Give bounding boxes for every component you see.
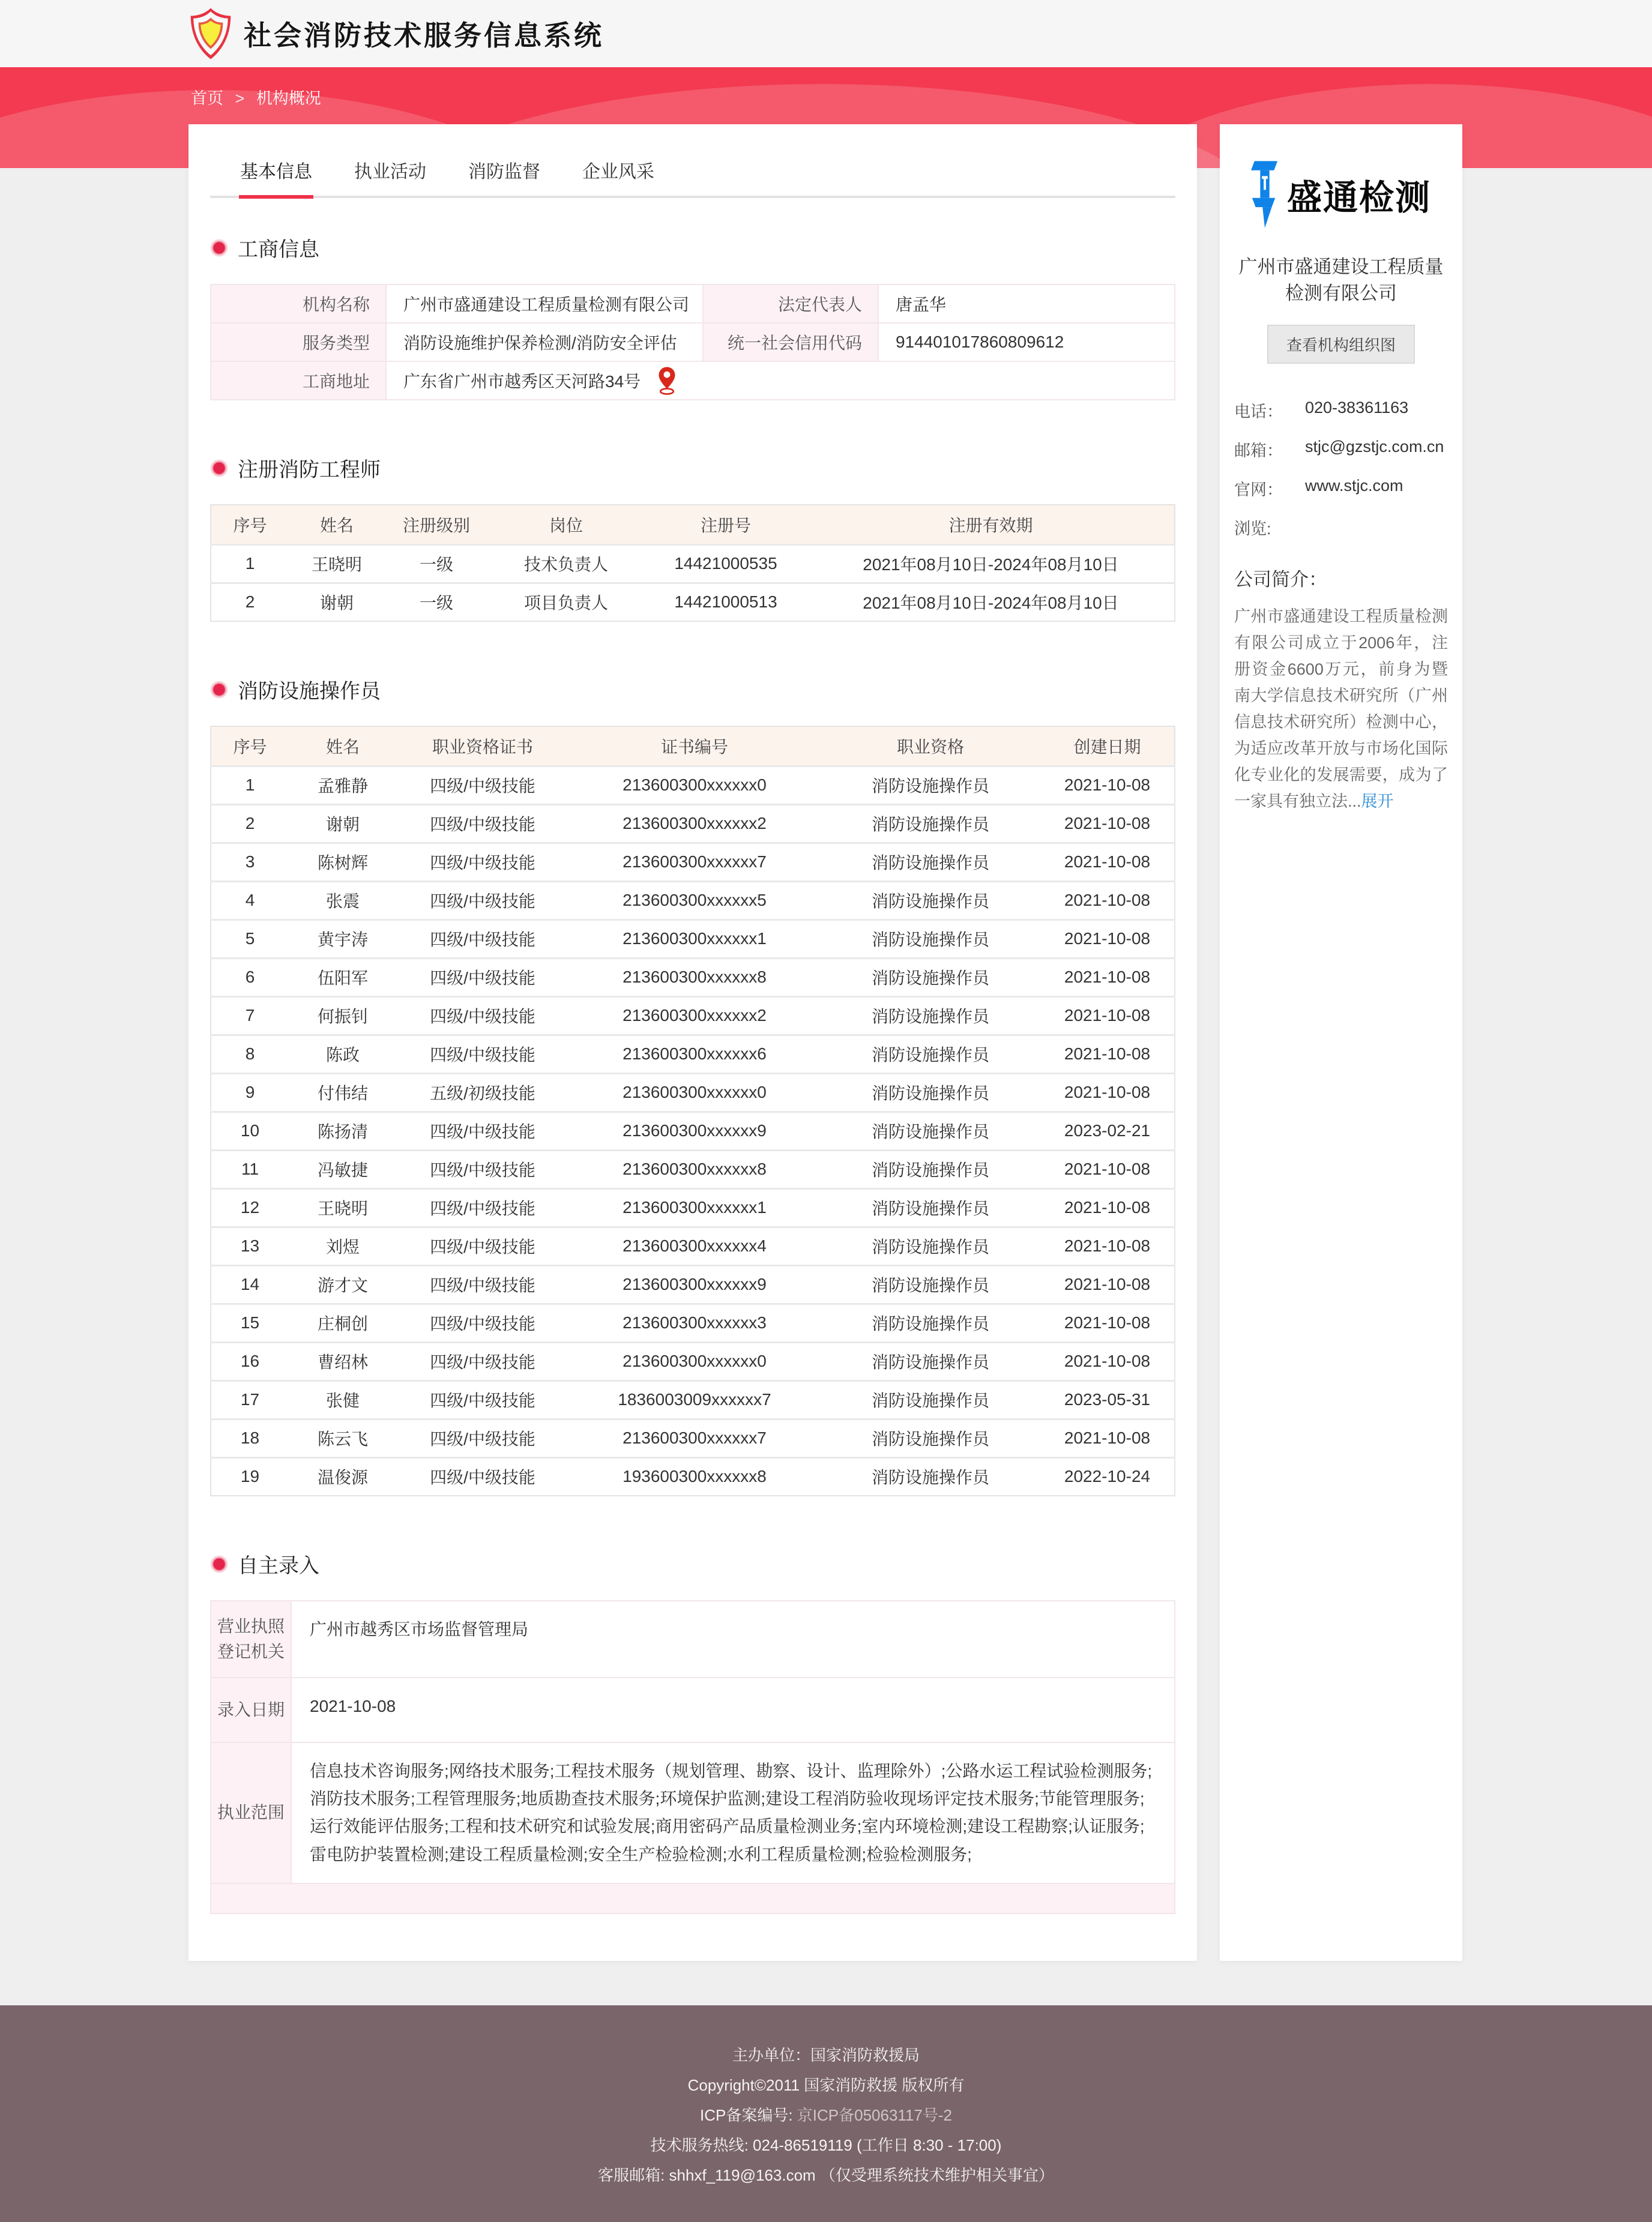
table-cell: 曹绍林 bbox=[289, 1342, 397, 1380]
table-cell: 何振钊 bbox=[289, 996, 397, 1035]
table-cell: 消防设施操作员 bbox=[821, 1035, 1040, 1073]
table-cell: 四级/中级技能 bbox=[397, 1150, 568, 1188]
table-cell: 2021-10-08 bbox=[1040, 1227, 1175, 1265]
service-type-label: 服务类型 bbox=[211, 323, 386, 361]
footer-copyright: Copyright©2011 国家消防救援 版权所有 bbox=[687, 2076, 965, 2094]
table-cell: 213600300xxxxxx0 bbox=[568, 766, 821, 804]
tab-bar bbox=[210, 148, 1175, 198]
table-row bbox=[211, 958, 1175, 996]
table-cell: 消防设施操作员 bbox=[821, 1073, 1040, 1112]
phone-value: 020-38361163 bbox=[1305, 399, 1409, 417]
legal-rep-value: 唐孟华 bbox=[878, 285, 1175, 323]
table-row bbox=[211, 361, 1175, 400]
table-cell: 2021-10-08 bbox=[1040, 766, 1175, 804]
operators-table bbox=[210, 726, 1175, 1496]
table-header-row bbox=[211, 505, 1175, 544]
table-cell: 4 bbox=[211, 881, 289, 920]
table-cell: 消防设施操作员 bbox=[821, 1150, 1040, 1188]
table-cell: 四级/中级技能 bbox=[397, 1227, 568, 1265]
table-row bbox=[211, 323, 1175, 361]
tab-company-showcase[interactable]: 企业风采 bbox=[581, 148, 656, 199]
table-cell: 2021-10-08 bbox=[1040, 881, 1175, 920]
col-header: 岗位 bbox=[488, 505, 644, 544]
contact-list bbox=[1234, 399, 1448, 539]
table-cell: 四级/中级技能 bbox=[397, 1112, 568, 1150]
license-authority-label: 营业执照登记机关 bbox=[211, 1601, 291, 1678]
shengtong-logo-icon bbox=[1251, 159, 1279, 230]
table-cell: 付伟结 bbox=[289, 1073, 397, 1112]
table-cell: 213600300xxxxxx9 bbox=[568, 1112, 821, 1150]
table-cell: 2021-10-08 bbox=[1040, 920, 1175, 958]
table-cell: 213600300xxxxxx2 bbox=[568, 996, 821, 1035]
section-dot-icon bbox=[210, 459, 228, 477]
table-row bbox=[211, 996, 1175, 1035]
table-cell: 消防设施操作员 bbox=[821, 804, 1040, 843]
section-title-text: 自主录入 bbox=[238, 1555, 319, 1577]
table-cell: 消防设施操作员 bbox=[821, 766, 1040, 804]
table-cell: 消防设施操作员 bbox=[821, 1112, 1040, 1150]
email-label: 邮箱： bbox=[1234, 442, 1283, 460]
business-info-table bbox=[210, 284, 1175, 400]
table-cell: 2021-10-08 bbox=[1040, 1188, 1175, 1227]
table-cell: 消防设施操作员 bbox=[871, 1468, 989, 1487]
company-logo-text: 盛通检测 bbox=[1286, 178, 1431, 217]
tab-basic-info[interactable]: 基本信息 bbox=[239, 148, 313, 199]
breadcrumb bbox=[0, 67, 1652, 109]
table-row bbox=[211, 1188, 1175, 1227]
section-title-self-entry bbox=[210, 1549, 1175, 1579]
main-card bbox=[188, 124, 1197, 1961]
table-cell: 消防设施操作员 bbox=[821, 1188, 1040, 1227]
table-cell: 2021-10-08 bbox=[1040, 996, 1175, 1035]
table-row bbox=[211, 1342, 1175, 1380]
table-row bbox=[211, 1742, 1175, 1883]
table-row bbox=[211, 1601, 1175, 1678]
table-cell: 四级/中级技能 bbox=[397, 1342, 568, 1380]
table-cell: 冯敏捷 bbox=[289, 1150, 397, 1188]
table-cell: 消防设施操作员 bbox=[821, 996, 1040, 1035]
table-cell: 7 bbox=[211, 996, 289, 1035]
table-cell: 2023-02-21 bbox=[1040, 1112, 1175, 1150]
table-cell: 陈政 bbox=[289, 1035, 397, 1073]
table-cell: 6 bbox=[211, 958, 289, 996]
footer-service-email: 客服邮箱: shhxf_119@163.com （仅受理系统技术维护相关事宜） bbox=[598, 2166, 1054, 2184]
table-cell: 陈树辉 bbox=[289, 843, 397, 881]
table-cell: 一级 bbox=[419, 594, 453, 613]
section-registered-engineers bbox=[210, 453, 1175, 622]
table-cell: 14421000513 bbox=[674, 592, 777, 612]
section-title-business bbox=[210, 233, 1175, 262]
table-cell: 消防设施操作员 bbox=[821, 1227, 1040, 1265]
table-cell: 消防设施操作员 bbox=[821, 1342, 1040, 1380]
legal-rep-label: 法定代表人 bbox=[703, 285, 878, 323]
table-cell: 1 bbox=[211, 766, 289, 804]
table-cell: 四级/中级技能 bbox=[397, 881, 568, 920]
table-cell: 9 bbox=[211, 1073, 289, 1112]
company-intro-title: 公司简介： bbox=[1234, 569, 1327, 590]
company-logo bbox=[1234, 159, 1448, 230]
table-cell: 刘煜 bbox=[289, 1227, 397, 1265]
table-row bbox=[211, 1883, 1175, 1913]
table-row bbox=[211, 285, 1175, 323]
table-cell: 213600300xxxxxx0 bbox=[568, 1073, 821, 1112]
breadcrumb-current: 机构概况 bbox=[256, 89, 321, 107]
phone-label: 电话： bbox=[1234, 403, 1283, 421]
tab-fire-supervision[interactable]: 消防监督 bbox=[467, 148, 541, 199]
table-row bbox=[211, 1419, 1175, 1457]
table-cell: 2021年08月10日-2024年08月10日 bbox=[807, 544, 1175, 583]
table-cell: 五级/初级技能 bbox=[397, 1073, 568, 1112]
table-cell: 2021-10-08 bbox=[1040, 1265, 1175, 1304]
table-cell: 消防设施操作员 bbox=[821, 958, 1040, 996]
org-name-value: 广州市盛通建设工程质量检测有限公司 bbox=[386, 285, 703, 323]
table-cell: 5 bbox=[211, 920, 289, 958]
table-cell: 消防设施操作员 bbox=[821, 881, 1040, 920]
table-cell: 2021-10-08 bbox=[1040, 1073, 1175, 1112]
table-cell: 陈云飞 bbox=[289, 1419, 397, 1457]
table-cell: 213600300xxxxxx2 bbox=[568, 804, 821, 843]
table-cell: 2021-10-08 bbox=[1040, 804, 1175, 843]
table-cell: 1836003009xxxxxx7 bbox=[568, 1380, 821, 1419]
table-cell: 213600300xxxxxx5 bbox=[568, 881, 821, 920]
section-business-info bbox=[210, 233, 1175, 400]
table-cell: 四级/中级技能 bbox=[397, 766, 568, 804]
table-cell: 16 bbox=[211, 1342, 289, 1380]
table-row bbox=[211, 881, 1175, 920]
table-cell: 孟雅静 bbox=[289, 766, 397, 804]
table-cell: 2021-10-08 bbox=[1040, 1419, 1175, 1457]
entry-date-label: 录入日期 bbox=[211, 1678, 291, 1742]
section-facility-operators bbox=[210, 675, 1175, 1496]
col-header: 创建日期 bbox=[1040, 726, 1175, 766]
section-self-entry bbox=[210, 1549, 1175, 1914]
table-cell: 213600300xxxxxx8 bbox=[568, 1150, 821, 1188]
table-cell: 2023-05-31 bbox=[1040, 1380, 1175, 1419]
table-row bbox=[211, 1073, 1175, 1112]
section-title-engineers bbox=[210, 453, 1175, 483]
table-cell: 19 bbox=[240, 1467, 260, 1486]
credit-code-label: 统一社会信用代码 bbox=[703, 323, 878, 361]
table-cell: 游才文 bbox=[289, 1265, 397, 1304]
col-header: 职业资格 bbox=[821, 726, 1040, 766]
table-row bbox=[211, 1678, 1175, 1742]
table-cell: 四级/中级技能 bbox=[397, 996, 568, 1035]
table-cell: 2021-10-08 bbox=[1040, 1150, 1175, 1188]
col-header: 注册有效期 bbox=[807, 505, 1175, 544]
section-dot-icon bbox=[210, 239, 228, 257]
sidebar bbox=[1220, 124, 1462, 1961]
app-brand bbox=[188, 7, 604, 61]
table-cell: 2022-10-24 bbox=[1064, 1467, 1151, 1486]
table-cell: 消防设施操作员 bbox=[821, 1419, 1040, 1457]
table-cell: 四级/中级技能 bbox=[397, 1304, 568, 1342]
table-cell: 2021-10-08 bbox=[1040, 1035, 1175, 1073]
table-cell: 陈扬清 bbox=[289, 1112, 397, 1150]
section-dot-icon bbox=[210, 681, 228, 699]
table-row bbox=[211, 766, 1175, 804]
table-cell: 213600300xxxxxx1 bbox=[568, 1188, 821, 1227]
icp-number-link[interactable]: 京ICP备05063117号-2 bbox=[797, 2106, 952, 2124]
entry-date-value: 2021-10-08 bbox=[291, 1678, 1175, 1742]
table-row bbox=[211, 1457, 1175, 1496]
table-cell: 四级/中级技能 bbox=[397, 920, 568, 958]
app-header bbox=[0, 0, 1652, 67]
intro-text: 广州市盛通建设工程质量检测有限公司成立于2006年，注册资金6600万元，前身为暨南大学信息技术研究所（广州信息技术研究所）检测中心，为适应改革开放与市场化国际化专业化的发展需要，成为了一家具有独立法... bbox=[1234, 607, 1448, 810]
engineers-table-body bbox=[211, 544, 1175, 621]
table-row bbox=[211, 1035, 1175, 1073]
table-cell: 消防设施操作员 bbox=[821, 843, 1040, 881]
address-value: 广东省广州市越秀区天河路34号 bbox=[403, 372, 641, 391]
practice-scope-label: 执业范围 bbox=[211, 1742, 291, 1883]
table-cell: 10 bbox=[211, 1112, 289, 1150]
table-cell: 1 bbox=[211, 544, 289, 583]
table-cell: 2021-10-08 bbox=[1040, 1342, 1175, 1380]
contact-phone bbox=[1234, 399, 1448, 422]
table-cell: 张震 bbox=[289, 881, 397, 920]
table-cell: 四级/中级技能 bbox=[430, 1468, 535, 1487]
table-row bbox=[211, 544, 1175, 583]
tab-practice-activity[interactable]: 执业活动 bbox=[353, 148, 427, 199]
operators-table-header bbox=[211, 726, 1175, 766]
footer-hotline: 技术服务热线: 024-86519119 (工作日 8:30 - 17:00) bbox=[650, 2136, 1002, 2154]
col-header: 序号 bbox=[211, 726, 289, 766]
table-cell: 3 bbox=[211, 843, 289, 881]
section-title-text: 工商信息 bbox=[238, 238, 319, 261]
section-title-text: 注册消防工程师 bbox=[238, 459, 381, 481]
table-header-row bbox=[211, 726, 1175, 766]
contact-website bbox=[1234, 477, 1448, 500]
website-value: www.stjc.com bbox=[1305, 477, 1403, 495]
table-cell: 193600300xxxxxx8 bbox=[623, 1467, 767, 1486]
footer-icp-line bbox=[0, 2100, 1652, 2130]
table-cell: 四级/中级技能 bbox=[397, 843, 568, 881]
table-cell: 四级/中级技能 bbox=[397, 1188, 568, 1227]
table-cell: 四级/中级技能 bbox=[397, 1380, 568, 1419]
app-title: 社会消防技术服务信息系统 bbox=[244, 20, 604, 51]
practice-scope-value: 信息技术咨询服务;网络技术服务;工程技术服务（规划管理、勘察、设计、监理除外）;公路水运工程试验检测服务;消防技术服务;工程管理服务;地质勘查技术服务;环境保护监测;建设工程消防验收现场评定技术服务;节能管理服务;运行效能评估服务;工程和技术研究和试验发展;商用密码产品质量检测业务;室内环境检测;建设工程勘察;认证服务;雷电防护装置检测;建设工程质量检测;安全生产检验检测;水利工程质量检测;检验检测服务; bbox=[291, 1742, 1175, 1883]
page-footer bbox=[0, 2005, 1652, 2222]
service-type-value: 消防设施维护保养检测/消防安全评估 bbox=[386, 323, 703, 361]
table-cell: 王晓明 bbox=[289, 544, 385, 583]
table-cell: 213600300xxxxxx1 bbox=[568, 920, 821, 958]
engineers-table-header bbox=[211, 505, 1175, 544]
table-cell: 四级/中级技能 bbox=[397, 1265, 568, 1304]
address-label: 工商地址 bbox=[211, 361, 386, 400]
table-cell: 213600300xxxxxx6 bbox=[568, 1035, 821, 1073]
table-cell: 213600300xxxxxx8 bbox=[568, 958, 821, 996]
view-org-chart-button[interactable]: 查看机构组织图 bbox=[1267, 325, 1415, 364]
table-cell: 14 bbox=[211, 1265, 289, 1304]
table-cell: 213600300xxxxxx3 bbox=[568, 1304, 821, 1342]
col-header: 序号 bbox=[211, 505, 289, 544]
email-value: stjc@gzstjc.com.cn bbox=[1305, 438, 1444, 456]
table-cell: 213600300xxxxxx4 bbox=[568, 1227, 821, 1265]
empty-filler-row bbox=[211, 1883, 1175, 1913]
table-cell: 消防设施操作员 bbox=[821, 1380, 1040, 1419]
icp-label: ICP备案编号: bbox=[699, 2106, 797, 2124]
table-cell: 2021-10-08 bbox=[1040, 843, 1175, 881]
table-cell: 11 bbox=[211, 1150, 289, 1188]
table-cell: 18 bbox=[211, 1419, 289, 1457]
table-row bbox=[211, 1380, 1175, 1419]
views-label: 浏览: bbox=[1234, 520, 1271, 538]
table-cell: 四级/中级技能 bbox=[397, 1419, 568, 1457]
table-cell: 消防设施操作员 bbox=[821, 1304, 1040, 1342]
col-header: 注册号 bbox=[644, 505, 807, 544]
table-cell: 消防设施操作员 bbox=[821, 920, 1040, 958]
table-cell: 14421000535 bbox=[644, 544, 807, 583]
org-name-label: 机构名称 bbox=[211, 285, 386, 323]
table-cell: 2021-10-08 bbox=[1040, 958, 1175, 996]
table-cell: 四级/中级技能 bbox=[397, 1035, 568, 1073]
table-row bbox=[211, 920, 1175, 958]
table-cell: 四级/中级技能 bbox=[397, 958, 568, 996]
table-cell: 8 bbox=[211, 1035, 289, 1073]
table-cell: 一级 bbox=[385, 544, 488, 583]
table-cell: 13 bbox=[211, 1227, 289, 1265]
footer-host: 主办单位：国家消防救援局 bbox=[732, 2046, 920, 2064]
breadcrumb-separator: > bbox=[235, 89, 245, 107]
section-title-text: 消防设施操作员 bbox=[238, 680, 381, 703]
credit-code-value: 914401017860809612 bbox=[878, 323, 1175, 361]
section-dot-icon bbox=[210, 1555, 228, 1573]
col-header: 姓名 bbox=[289, 505, 385, 544]
table-cell: 2 bbox=[211, 804, 289, 843]
table-cell: 213600300xxxxxx7 bbox=[568, 1419, 821, 1457]
contact-email bbox=[1234, 438, 1448, 461]
table-cell: 温俊源 bbox=[317, 1468, 368, 1487]
shield-logo-icon bbox=[188, 7, 233, 61]
table-cell: 伍阳军 bbox=[289, 958, 397, 996]
self-entry-table bbox=[210, 1600, 1175, 1914]
expand-link[interactable]: 展开 bbox=[1361, 792, 1394, 810]
table-row bbox=[211, 1112, 1175, 1150]
table-cell: 庄桐创 bbox=[289, 1304, 397, 1342]
table-cell: 谢朝 bbox=[289, 804, 397, 843]
breadcrumb-home-link[interactable]: 首页 bbox=[191, 89, 223, 107]
section-title-operators bbox=[210, 675, 1175, 704]
table-cell: 12 bbox=[211, 1188, 289, 1227]
sidebar-company-name: 广州市盛通建设工程质量检测有限公司 bbox=[1238, 256, 1444, 304]
table-row bbox=[211, 583, 1175, 621]
table-row bbox=[211, 1265, 1175, 1304]
table-row bbox=[211, 1150, 1175, 1188]
table-cell: 项目负责人 bbox=[523, 594, 608, 613]
map-pin-icon[interactable] bbox=[656, 366, 678, 396]
table-cell: 213600300xxxxxx7 bbox=[568, 843, 821, 881]
table-cell: 2021年08月10日-2024年08月10日 bbox=[863, 594, 1119, 613]
table-cell: 消防设施操作员 bbox=[821, 1265, 1040, 1304]
col-header: 职业资格证书 bbox=[397, 726, 568, 766]
table-row bbox=[211, 804, 1175, 843]
table-cell: 王晓明 bbox=[289, 1188, 397, 1227]
table-cell: 四级/中级技能 bbox=[397, 804, 568, 843]
table-cell: 213600300xxxxxx9 bbox=[568, 1265, 821, 1304]
table-cell: 2021-10-08 bbox=[1040, 1304, 1175, 1342]
table-cell: 17 bbox=[211, 1380, 289, 1419]
table-cell: 张健 bbox=[289, 1380, 397, 1419]
col-header: 证书编号 bbox=[568, 726, 821, 766]
table-row bbox=[211, 1304, 1175, 1342]
table-cell: 黄宇涛 bbox=[289, 920, 397, 958]
address-cell bbox=[386, 361, 1175, 400]
table-cell: 2 bbox=[245, 592, 255, 612]
table-cell: 213600300xxxxxx0 bbox=[568, 1342, 821, 1380]
table-cell: 技术负责人 bbox=[488, 544, 644, 583]
website-label: 官网： bbox=[1234, 481, 1283, 499]
col-header: 姓名 bbox=[289, 726, 397, 766]
table-cell: 谢朝 bbox=[319, 594, 354, 613]
col-header: 注册级别 bbox=[385, 505, 488, 544]
table-row bbox=[211, 843, 1175, 881]
license-authority-value: 广州市越秀区市场监督管理局 bbox=[291, 1601, 1175, 1678]
page-content bbox=[0, 124, 1652, 1961]
company-intro-text bbox=[1234, 603, 1448, 814]
operators-table-body bbox=[211, 766, 1175, 1496]
contact-views bbox=[1234, 516, 1448, 539]
engineers-table bbox=[210, 504, 1175, 622]
table-row bbox=[211, 1227, 1175, 1265]
table-cell: 15 bbox=[211, 1304, 289, 1342]
